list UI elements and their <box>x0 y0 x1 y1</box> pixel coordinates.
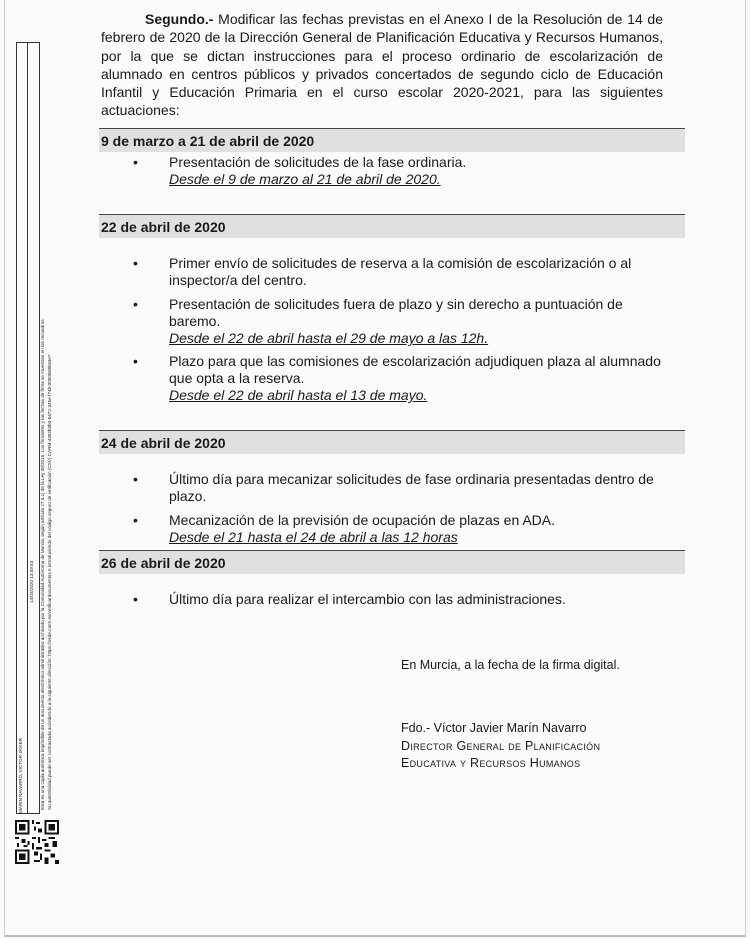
item-text: Presentación de solicitudes fuera de plazo y sin derecho a puntuación de baremo. <box>169 296 623 329</box>
item-text: Primer envío de solicitudes de reserva a la comisión de escolarización o al inspector/a del centro. <box>169 255 632 288</box>
item-text: Mecanización de la previsión de ocupación de plazas en ADA. <box>169 512 556 528</box>
list-item <box>133 591 673 608</box>
legal-note-1: Esta es una copia auténtica imprimible de un documento electrónico administrativo archivado por la Comunidad Autónoma de Murcia, según artículo 27.3.c) de la Ley 39/2015. Los firmantes y las fechas de firma se muestran en los recuadros. <box>40 318 45 810</box>
bullet-icon: • <box>133 591 138 607</box>
bullet-icon: • <box>133 512 138 528</box>
item-date-note: Desde el 22 de abril hasta el 13 de mayo. <box>169 387 428 403</box>
list-item <box>133 255 673 289</box>
list-item <box>133 353 673 404</box>
signer-name: Fdo.- Víctor Javier Marín Navarro <box>401 721 587 735</box>
bullet-icon: • <box>133 471 138 487</box>
bullet-icon: • <box>133 353 138 369</box>
item-text: Último día para mecanizar solicitudes de fase ordinaria presentadas dentro de plazo. <box>169 471 654 504</box>
section-heading: 9 de marzo a 21 de abril de 2020 <box>99 128 685 152</box>
bullet-icon: • <box>133 255 138 271</box>
section-heading: 22 de abril de 2020 <box>99 214 685 238</box>
intro-paragraph <box>101 10 663 120</box>
signer-role-line2: Educativa y Recursos Humanos <box>401 756 581 770</box>
stamp-timestamp: 14/03/2020 13:49:53 <box>29 560 34 603</box>
section-heading: 24 de abril de 2020 <box>99 430 685 454</box>
intro-lead: Segundo.- <box>145 11 214 27</box>
list-item <box>133 296 673 347</box>
list-item <box>133 154 673 188</box>
bullet-icon: • <box>133 154 138 170</box>
item-date-note: Desde el 22 de abril hasta el 29 de mayo a las 12h. <box>169 330 489 346</box>
signature-stamp-box <box>16 42 40 814</box>
item-text: Presentación de solicitudes de la fase ordinaria. <box>169 154 467 170</box>
stamp-signer-name: MARIN NAVARRO, VICTOR JAVIER <box>18 738 23 813</box>
bullet-icon: • <box>133 296 138 312</box>
qr-code-icon <box>15 820 59 864</box>
item-date-note: Desde el 9 de marzo al 21 de abril de 2020. <box>169 171 441 187</box>
list-item <box>133 512 673 546</box>
place-date: En Murcia, a la fecha de la firma digital. <box>401 658 620 672</box>
signer-role-line1: Director General de Planificación <box>401 739 601 753</box>
legal-note-2: Su autenticidad puede ser contrastada accediendo a la siguiente dirección: https://sede.carm.es/verificardocumentos e introduciendo del código seguro de verificación (CSV) CARM-4382b3b0-6472-345e-f74b-0050569b34e7 <box>47 354 52 810</box>
list-item <box>133 471 673 505</box>
item-text: Plazo para que las comisiones de escolarización adjudiquen plaza al alumnado que opta a la reserva. <box>169 353 661 386</box>
stamp-column <box>17 43 28 813</box>
item-text: Último día para realizar el intercambio con las administraciones. <box>169 591 566 607</box>
intro-text: Modificar las fechas previstas en el Anexo I de la Resolución de 14 de febrero de 2020 de la Dirección General de Planificación Educativa y Recursos Humanos, por la que se dictan instrucciones para el proceso ordinario de escolarización de alumnado en centros públicos y privados concertados de segundo ciclo de Educación Infantil y Educación Primaria en el curso escolar 2020-2021, para las siguientes actuaciones: <box>101 11 664 119</box>
item-date-note: Desde el 21 hasta el 24 de abril a las 12 horas <box>169 529 458 545</box>
section-heading: 26 de abril de 2020 <box>99 550 685 574</box>
